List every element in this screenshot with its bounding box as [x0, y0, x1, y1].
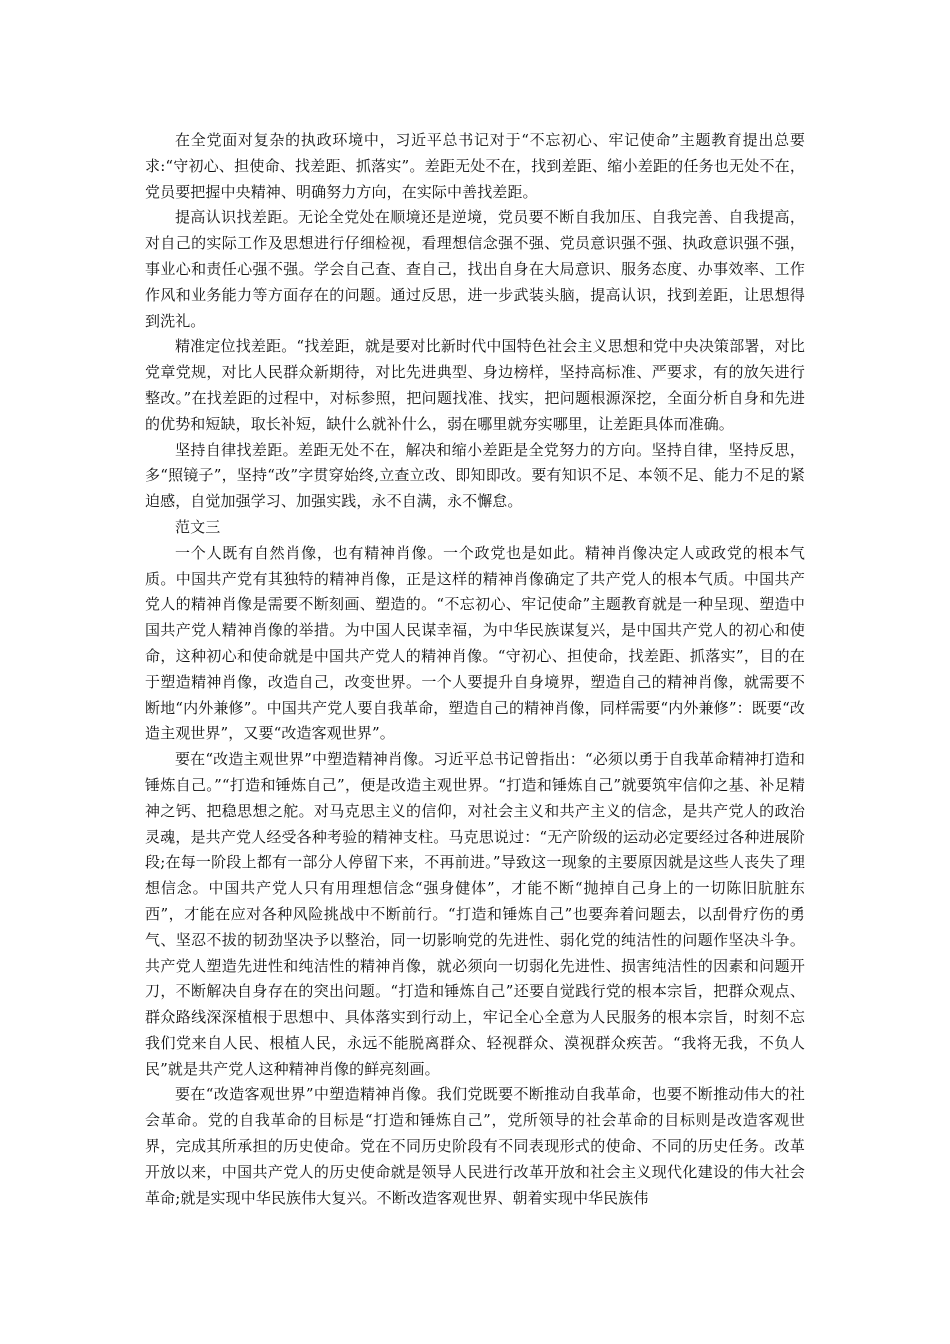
section-heading-sample-three: 范文三: [175, 517, 221, 536]
paragraph-intro: 在全党面对复杂的执政环境中，习近平总书记对于“不忘初心、牢记使命”主题教育提出总要求:“守初心、担使命、找差距、抓落实”。差距无处不在，找到差距、缩小差距的任务也无处不在，党员要把握中央精神、明确努力方向，在实际中善找差距。: [145, 131, 805, 201]
paragraph-spiritual-portrait: 一个人既有自然肖像，也有精神肖像。一个政党也是如此。精神肖像决定人或政党的根本气质。中国共产党有其独特的精神肖像，正是这样的精神肖像确定了共产党人的根本气质。中国共产党人的精神肖像是需要不断刻画、塑造的。“不忘初心、牢记使命”主题教育就是一种呈现、塑造中国共产党人精神肖像的举措。为中国人民谋幸福，为中华民族谋复兴，是中国共产党人的初心和使命，这种初心和使命就是中国共产党人的精神肖像。“守初心、担使命，找差距、抓落实”，目的在于塑造精神肖像，改造自己，改变世界。一个人要提升自身境界，塑造自己的精神肖像，就需要不断地“内外兼修”。中国共产党人要自我革命，塑造自己的精神肖像，同样需要“内外兼修”：既要“改造主观世界”，又要“改造客观世界”。: [145, 543, 805, 743]
paragraph-objective-world: 要在“改造客观世界”中塑造精神肖像。我们党既要不断推动自我革命，也要不断推动伟大的社会革命。党的自我革命的目标是“打造和锤炼自己”，党所领导的社会革命的目标则是改造客观世界，完成其所承担的历史使命。党在不同历史阶段有不同表现形式的使命、不同的历史任务。改革开放以来，中国共产党人的历史使命就是领导人民进行改革开放和社会主义现代化建设的伟大社会革命;就是实现中华民族伟大复兴。不断改造客观世界、朝着实现中华民族伟: [145, 1085, 805, 1207]
document-body: [145, 128, 805, 1211]
paragraph-precise-positioning: 精准定位找差距。“找差距，就是要对比新时代中国特色社会主义思想和党中央决策部署，对比党章党规，对比人民群众新期待，对比先进典型、身边榜样，坚持高标准、严要求，有的放矢进行整改。”在找差距的过程中，对标参照，把问题找准、找实，把问题根源深挖，全面分析自身和先进的优势和短缺，取长补短，缺什么就补什么，弱在哪里就夯实哪里，让差距具体而准确。: [145, 337, 805, 433]
paragraph-subjective-world: 要在“改造主观世界”中塑造精神肖像。习近平总书记曾指出：“必须以勇于自我革命精神打造和锤炼自己。”“打造和锤炼自己”，便是改造主观世界。“打造和锤炼自己”就要筑牢信仰之基、补足精神之钙、把稳思想之舵。对马克思主义的信仰，对社会主义和共产主义的信念，是共产党人的政治灵魂，是共产党人经受各种考验的精神支柱。马克思说过：“无产阶级的运动必定要经过各种进展阶段;在每一阶段上都有一部分人停留下来，不再前进。”导致这一现象的主要原因就是这些人丧失了理想信念。中国共产党人只有用理想信念“强身健体”，才能不断“抛掉自己身上的一切陈旧肮脏东西”，才能在应对各种风险挑战中不断前行。“打造和锤炼自己”也要奔着问题去，以刮骨疗伤的勇气、坚忍不拔的韧劲坚决予以整治，同一切影响党的先进性、弱化党的纯洁性的问题作坚决斗争。共产党人塑造先进性和纯洁性的精神肖像，就必须向一切弱化先进性、损害纯洁性的因素和问题开刀，不断解决自身存在的突出问题。“打造和锤炼自己”还要自觉践行党的根本宗旨，把群众观点、群众路线深深植根于思想中、具体落实到行动上，牢记全心全意为人民服务的根本宗旨，时刻不忘我们党来自人民、根植人民，永远不能脱离群众、轻视群众、漠视群众疾苦。“我将无我，不负人民”就是共产党人这种精神肖像的鲜亮刻画。: [145, 750, 805, 1078]
paragraph-self-discipline: 坚持自律找差距。差距无处不在，解决和缩小差距是全党努力的方向。坚持自律，坚持反思，多“照镜子”，坚持“改”字贯穿始终,立查立改、即知即改。要有知识不足、本领不足、能力不足的紧迫感，自觉加强学习、加强实践，永不自满，永不懈怠。: [145, 440, 805, 511]
paragraph-raise-awareness: 提高认识找差距。无论全党处在顺境还是逆境，党员要不断自我加压、自我完善、自我提高，对自己的实际工作及思想进行仔细检视，看理想信念强不强、党员意识强不强、执政意识强不强，事业心和责任心强不强。学会自己查、查自己，找出自身在大局意识、服务态度、办事效率、工作作风和业务能力等方面存在的问题。通过反思，进一步武装头脑，提高认识，找到差距，让思想得到洗礼。: [145, 208, 805, 330]
